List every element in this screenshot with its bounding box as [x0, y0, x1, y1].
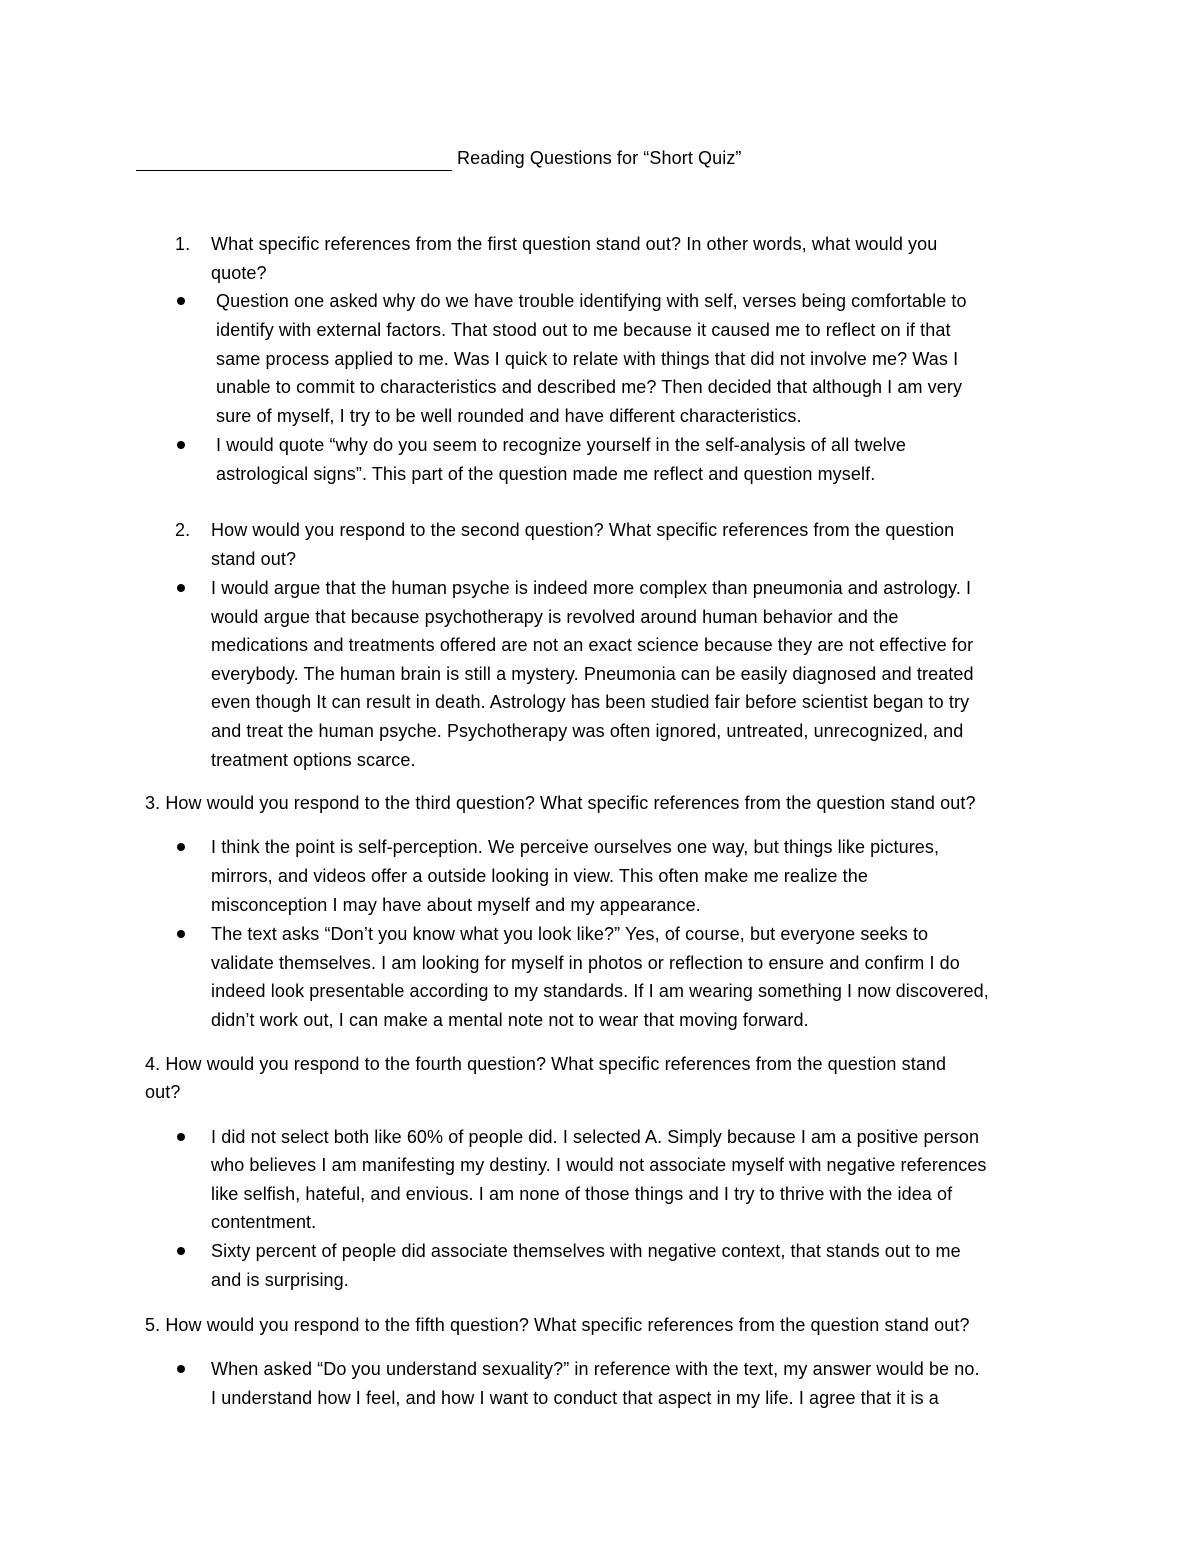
answer-4a-line-4: contentment.	[211, 1212, 317, 1232]
question-4-line-2: out?	[145, 1082, 181, 1102]
answer-3a-line-3: misconception I may have about myself and my appearance.	[211, 895, 701, 915]
answer-4a-line-3: like selfish, hateful, and envious. I am none of those things and I try to thrive with the idea of	[211, 1184, 953, 1204]
answer-2-line-2: would argue that because psychotherapy is revolved around human behavior and the	[211, 607, 899, 627]
answer-2-line-5: even though It can result in death. Astrology has been studied fair before scientist began to try	[211, 692, 970, 712]
answer-5-line-1: When asked “Do you understand sexuality?” in reference with the text, my answer would be no.	[211, 1359, 980, 1379]
question-2-line-2: stand out?	[211, 549, 297, 569]
answer-1b-line-2: astrological signs”. This part of the question made me reflect and question myself.	[216, 464, 876, 484]
answer-4a-line-2: who believes I am manifesting my destiny. I would not associate myself with negative references	[211, 1155, 987, 1175]
answer-3a-line-1: I think the point is self-perception. We perceive ourselves one way, but things like pictures,	[211, 837, 940, 857]
answer-3a-line-2: mirrors, and videos offer a outside looking in view. This often make me realize the	[211, 866, 868, 886]
answer-4a-line-1: I did not select both like 60% of people did. I selected A. Simply because I am a positive person	[211, 1127, 980, 1147]
answer-1a-line-5: sure of myself, I try to be well rounded and have different characteristics.	[216, 406, 802, 426]
answer-5-line-2: I understand how I feel, and how I want to conduct that aspect in my life. I agree that it is a	[211, 1388, 939, 1408]
answer-2-line-3: medications and treatments offered are not an exact science because they are not effective for	[211, 635, 974, 655]
bullet-icon	[177, 297, 185, 305]
question-3: 3. How would you respond to the third question? What specific references from the question stand out?	[145, 793, 976, 813]
bullet-icon	[177, 584, 185, 592]
question-1-line-1: What specific references from the first question stand out? In other words, what would you	[211, 234, 938, 254]
answer-2-line-1: I would argue that the human psyche is indeed more complex than pneumonia and astrology. I	[211, 578, 972, 598]
answer-3b-line-1: The text asks “Don’t you know what you look like?” Yes, of course, but everyone seeks to	[211, 924, 929, 944]
answer-2-line-7: treatment options scarce.	[211, 750, 416, 770]
answer-3b-line-2: validate themselves. I am looking for myself in photos or reflection to ensure and confirm I do	[211, 953, 960, 973]
answer-3b-line-3: indeed look presentable according to my standards. If I am wearing something I now discovered,	[211, 981, 989, 1001]
list-number-2: 2.	[175, 520, 191, 540]
name-blank-line	[136, 170, 452, 171]
bullet-icon	[177, 1133, 185, 1141]
answer-1a-line-4: unable to commit to characteristics and described me? Then decided that although I am very	[216, 377, 963, 397]
answer-1a-line-1: Question one asked why do we have trouble identifying with self, verses being comfortable to	[216, 291, 967, 311]
question-5: 5. How would you respond to the fifth question? What specific references from the question stand out?	[145, 1315, 970, 1335]
answer-4b-line-2: and is surprising.	[211, 1270, 349, 1290]
answer-3b-line-4: didn’t work out, I can make a mental note not to wear that moving forward.	[211, 1010, 809, 1030]
question-1-line-2: quote?	[211, 263, 267, 283]
question-4-line-1: 4. How would you respond to the fourth question? What specific references from the question stand	[145, 1054, 947, 1074]
bullet-icon	[177, 1247, 185, 1255]
bullet-icon	[177, 441, 185, 449]
answer-1b-line-1: I would quote “why do you seem to recognize yourself in the self-analysis of all twelve	[216, 435, 907, 455]
list-number-1: 1.	[175, 234, 191, 254]
answer-1a-line-3: same process applied to me. Was I quick to relate with things that did not involve me? Was I	[216, 349, 959, 369]
bullet-icon	[177, 843, 185, 851]
answer-1a-line-2: identify with external factors. That stood out to me because it caused me to reflect on if that	[216, 320, 951, 340]
bullet-icon	[177, 1365, 185, 1373]
question-2-line-1: How would you respond to the second question? What specific references from the question	[211, 520, 955, 540]
answer-2-line-4: everybody. The human brain is still a mystery. Pneumonia can be easily diagnosed and treated	[211, 664, 974, 684]
answer-2-line-6: and treat the human psyche. Psychotherapy was often ignored, untreated, unrecognized, and	[211, 721, 964, 741]
document-title: Reading Questions for “Short Quiz”	[457, 148, 742, 168]
answer-4b-line-1: Sixty percent of people did associate themselves with negative context, that stands out to me	[211, 1241, 961, 1261]
bullet-icon	[177, 930, 185, 938]
